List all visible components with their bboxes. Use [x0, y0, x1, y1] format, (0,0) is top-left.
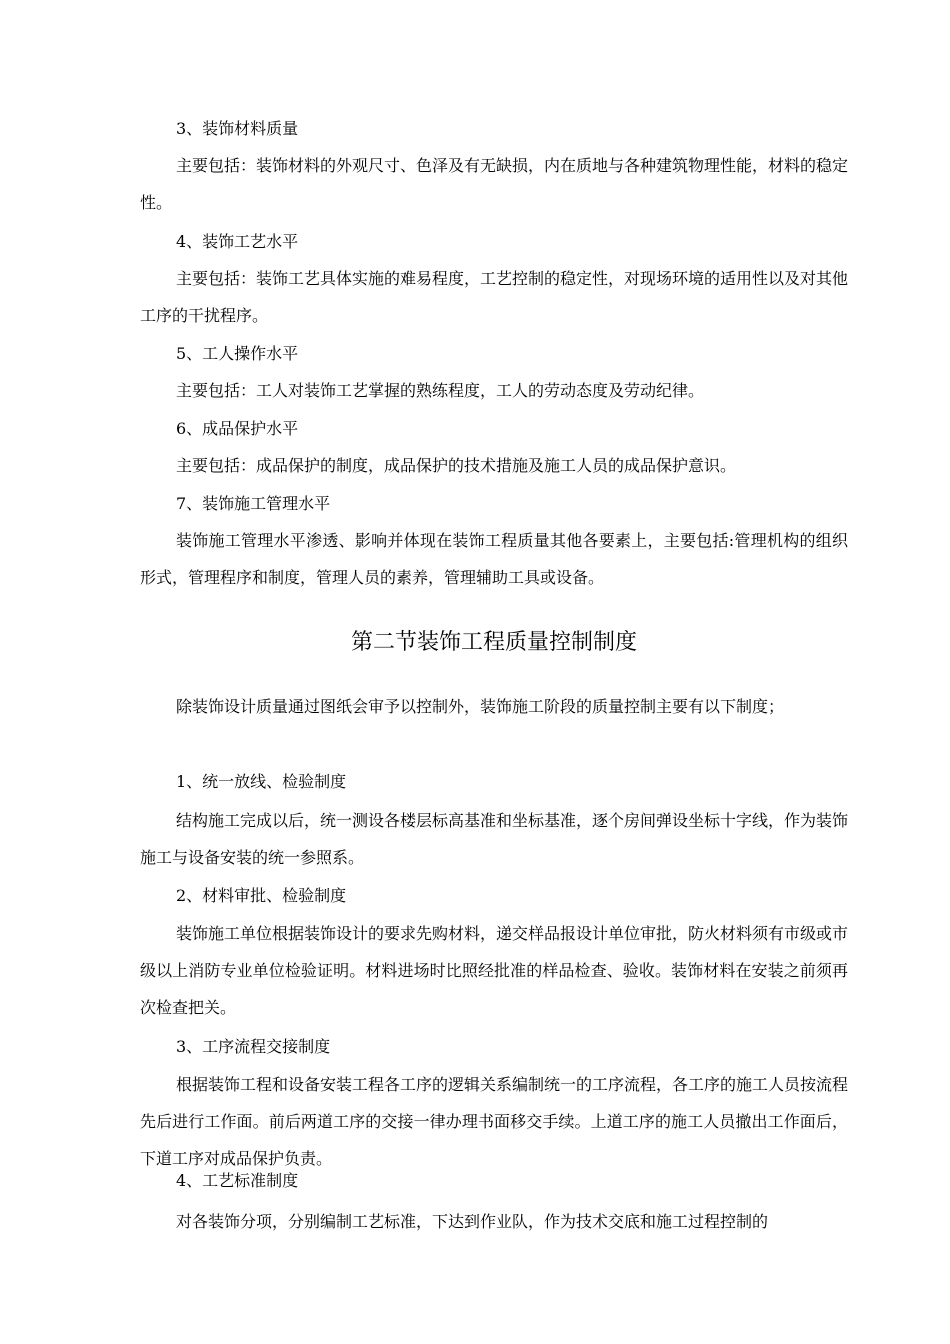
rule-paragraph-4: 对各装饰分项，分别编制工艺标准，下达到作业队，作为技术交底和施工过程控制的 — [176, 1212, 769, 1231]
item-heading-6: 6、成品保护水平 — [176, 419, 299, 438]
item-heading-7: 7、装饰施工管理水平 — [176, 494, 331, 513]
item-heading-5: 5、工人操作水平 — [176, 344, 299, 363]
rule-heading-3: 3、工序流程交接制度 — [176, 1037, 331, 1056]
rule-heading-1: 1、统一放线、检验制度 — [176, 772, 347, 791]
item-paragraph-7: 装饰施工管理水平渗透、影响并体现在装饰工程质量其他各要素上，主要包括:管理机构的组织形式，管理程序和制度，管理人员的素养，管理辅助工具或设备。 — [140, 531, 848, 587]
rule-heading-2: 2、材料审批、检验制度 — [176, 886, 347, 905]
item-heading-4: 4、装饰工艺水平 — [176, 232, 299, 251]
rule-paragraph-2: 装饰施工单位根据装饰设计的要求先购材料，递交样品报设计单位审批，防火材料须有市级或市级以上消防专业单位检验证明。材料进场时比照经批准的样品检查、验收。装饰材料在安装之前须再次检查把关。 — [140, 924, 849, 1017]
item-heading-3: 3、装饰材料质量 — [176, 119, 299, 138]
section-intro-paragraph: 除装饰设计质量通过图纸会审予以控制外，装饰施工阶段的质量控制主要有以下制度； — [176, 697, 785, 716]
item-paragraph-5: 主要包括：工人对装饰工艺掌握的熟练程度，工人的劳动态度及劳动纪律。 — [176, 381, 705, 400]
rule-heading-4: 4、工艺标准制度 — [176, 1171, 299, 1190]
item-paragraph-4: 主要包括：装饰工艺具体实施的难易程度，工艺控制的稳定性，对现场环境的适用性以及对其他工序的干扰程序。 — [140, 269, 849, 325]
rule-paragraph-3: 根据装饰工程和设备安装工程各工序的逻辑关系编制统一的工序流程，各工序的施工人员按流程先后进行工作面。前后两道工序的交接一律办理书面移交手续。上道工序的施工人员撤出工作面后，下道工序对成品保护负责。 — [140, 1075, 849, 1168]
item-paragraph-3: 主要包括：装饰材料的外观尺寸、色泽及有无缺损，内在质地与各种建筑物理性能，材料的稳定性。 — [140, 156, 849, 212]
section-title: 第二节装饰工程质量控制制度 — [350, 630, 637, 655]
rule-paragraph-1: 结构施工完成以后，统一测设各楼层标高基准和坐标基准，逐个房间弹设坐标十字线，作为装饰施工与设备安装的统一参照系。 — [140, 811, 849, 867]
item-paragraph-6: 主要包括：成品保护的制度，成品保护的技术措施及施工人员的成品保护意识。 — [176, 456, 737, 475]
